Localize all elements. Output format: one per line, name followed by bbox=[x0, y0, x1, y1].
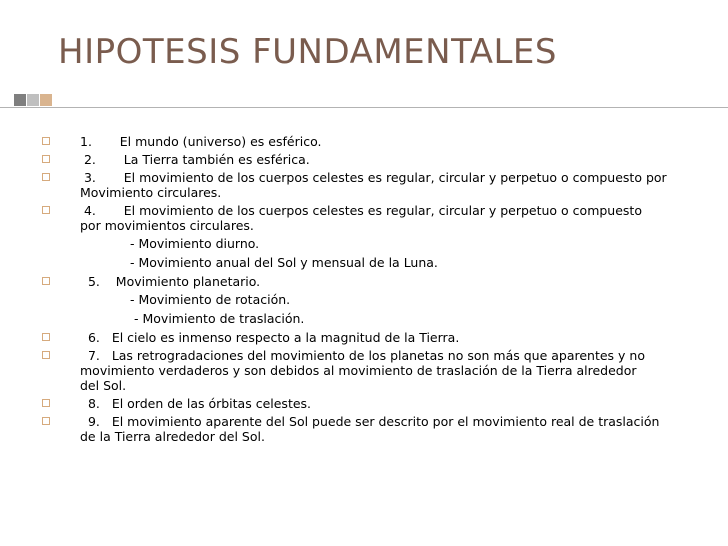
deco-square-3 bbox=[40, 94, 52, 106]
item-text: El orden de las órbitas celestes. bbox=[111, 396, 312, 411]
item-text-continued: del Sol. bbox=[80, 378, 127, 393]
square-bullet-icon bbox=[42, 206, 50, 214]
item-text: El movimiento de los cuerpos celestes es regular, circular y perpetuo o compuesto bbox=[123, 203, 642, 218]
list-item bbox=[42, 274, 702, 289]
square-bullet-icon bbox=[42, 399, 50, 407]
list-item bbox=[42, 396, 702, 411]
sub-item bbox=[42, 292, 702, 307]
deco-square-1 bbox=[14, 94, 26, 106]
slide-title: HIPOTESIS FUNDAMENTALES bbox=[58, 32, 557, 72]
item-number: 4. bbox=[83, 203, 96, 218]
list-item bbox=[42, 414, 702, 444]
item-text: El mundo (universo) es esférico. bbox=[119, 134, 322, 149]
sub-item bbox=[42, 311, 702, 326]
square-bullet-icon bbox=[42, 417, 50, 425]
item-text: El movimiento de los cuerpos celestes es regular, circular y perpetuo o compuesto por bbox=[123, 170, 667, 185]
item-text-continued: movimiento verdaderos y son debidos al movimiento de traslación de la Tierra alrededor bbox=[80, 363, 637, 378]
square-bullet-icon bbox=[42, 155, 50, 163]
item-number: 3. bbox=[83, 170, 96, 185]
square-bullet-icon bbox=[42, 277, 50, 285]
sub-item-text: - Movimiento de traslación. bbox=[134, 311, 305, 326]
title-divider bbox=[0, 107, 728, 108]
deco-square-2 bbox=[27, 94, 39, 106]
item-number: 9. bbox=[87, 414, 100, 429]
item-text-continued: de la Tierra alrededor del Sol. bbox=[80, 429, 265, 444]
item-text: El movimiento aparente del Sol puede ser descrito por el movimiento real de traslación bbox=[111, 414, 660, 429]
sub-item-text: - Movimiento anual del Sol y mensual de la Luna. bbox=[130, 255, 438, 270]
item-number: 1. bbox=[80, 134, 92, 149]
item-text-continued: Movimiento circulares. bbox=[80, 185, 222, 200]
item-text: Las retrogradaciones del movimiento de los planetas no son más que aparentes y no bbox=[111, 348, 645, 363]
item-text-continued: por movimientos circulares. bbox=[80, 218, 254, 233]
item-number: 2. bbox=[83, 152, 96, 167]
list-item bbox=[42, 330, 702, 345]
square-bullet-icon bbox=[42, 333, 50, 341]
sub-item bbox=[42, 255, 702, 270]
square-bullet-icon bbox=[42, 351, 50, 359]
list-item bbox=[42, 152, 702, 167]
slide-body bbox=[42, 134, 702, 447]
item-number: 5. bbox=[87, 274, 100, 289]
item-text: El cielo es inmenso respecto a la magnitud de la Tierra. bbox=[111, 330, 460, 345]
item-number: 6. bbox=[87, 330, 100, 345]
item-text: La Tierra también es esférica. bbox=[123, 152, 310, 167]
item-number: 8. bbox=[87, 396, 100, 411]
item-text: Movimiento planetario. bbox=[115, 274, 261, 289]
item-number: 7. bbox=[87, 348, 100, 363]
list-item bbox=[42, 203, 702, 233]
list-item bbox=[42, 170, 702, 200]
square-bullet-icon bbox=[42, 137, 50, 145]
sub-item-text: - Movimiento diurno. bbox=[130, 236, 260, 251]
sub-item bbox=[42, 236, 702, 251]
sub-item-text: - Movimiento de rotación. bbox=[130, 292, 291, 307]
list-item bbox=[42, 134, 702, 149]
list-item bbox=[42, 348, 702, 393]
square-bullet-icon bbox=[42, 173, 50, 181]
